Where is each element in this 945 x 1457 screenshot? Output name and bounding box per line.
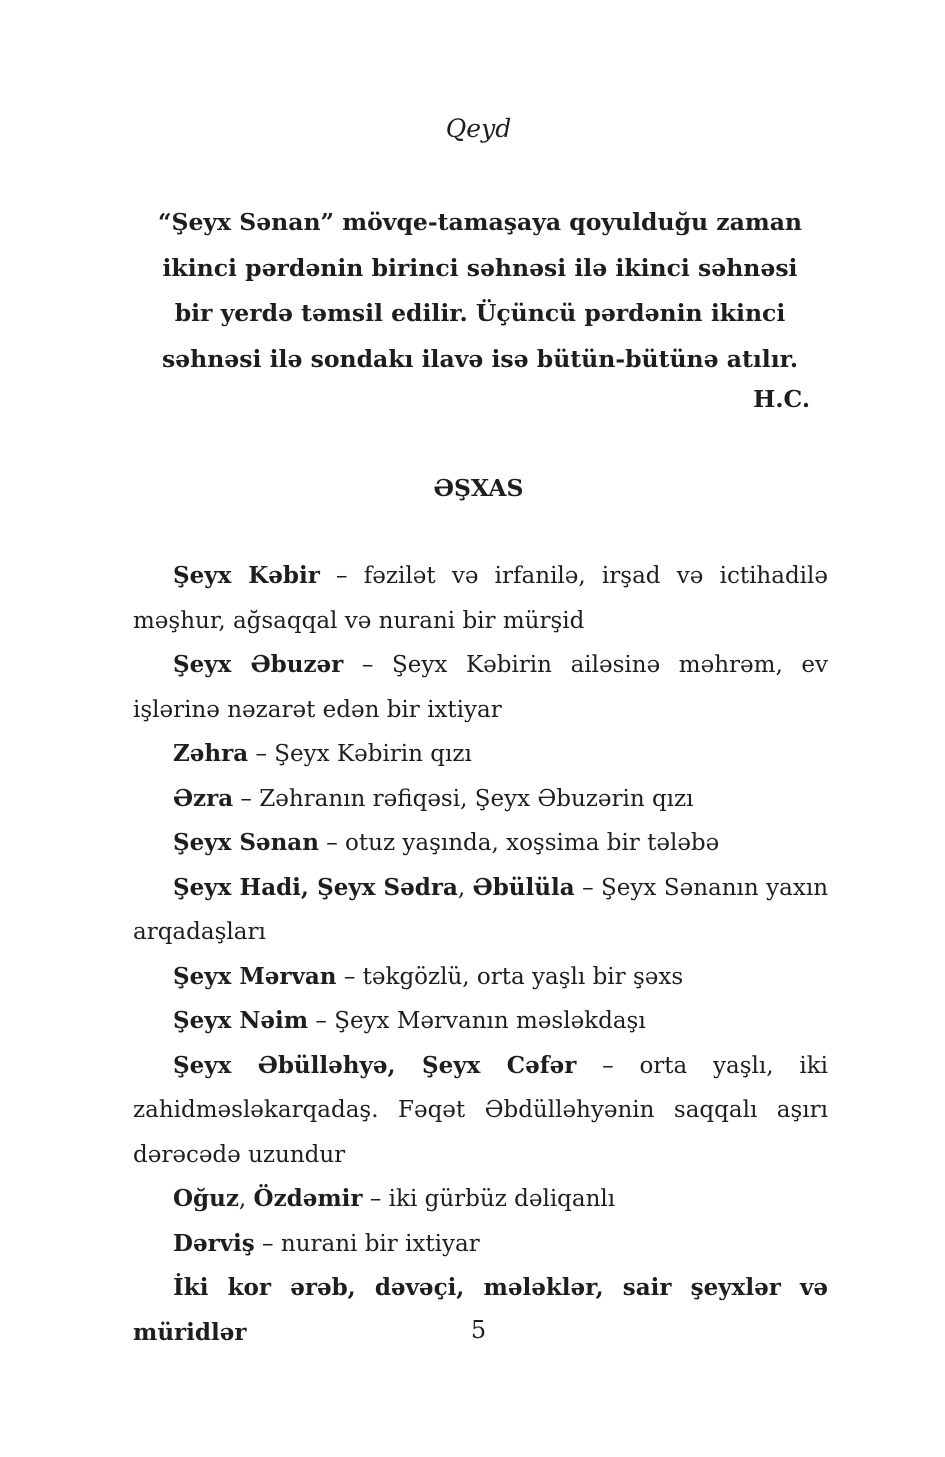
separator: – [233, 785, 260, 812]
character-name: İki kor ərəb, dəvəçi, mələklər, sair şeyxlər və müridlər [133, 1274, 828, 1346]
character-name: Şeyx Kəbir [173, 562, 320, 589]
cast-heading: ƏŞXAS [433, 474, 524, 502]
note-signature: H.C. [753, 385, 810, 413]
separator: – [336, 963, 363, 990]
note-line: səhnəsi ilə sondakı ilavə isə bütün-bütünə atılır. [161, 344, 799, 373]
character-name: Şeyx Mərvan [173, 962, 337, 990]
separator: – [254, 1230, 281, 1257]
note-line: bir yerdə təmsil edilir. Üçüncü pərdənin ikinci [174, 299, 786, 327]
cast-entry [133, 999, 828, 1044]
character-description: nurani bir ixtiyar [280, 1230, 480, 1257]
cast-entry [133, 1044, 828, 1178]
character-description: Şeyx Sənanın yaxın arqadaşları [133, 874, 829, 945]
cast-entry [133, 732, 828, 777]
separator: , [457, 874, 473, 901]
character-name: Əzra [173, 784, 234, 812]
character-description: fəzilət və irfanilə, irşad və ictihadilə məşhur, ağsaqqal və nurani bir mürşid [133, 563, 829, 634]
cast-entry [133, 643, 828, 732]
cast-entry [133, 955, 828, 1000]
note-body [140, 200, 820, 382]
note-title: Qeyd [445, 114, 512, 143]
cast-entry [133, 554, 828, 643]
cast-entry [133, 777, 828, 822]
separator: – [318, 830, 346, 856]
note-line: “Şeyx Sənan” mövqe-tamaşaya qoyulduğu zaman [157, 208, 803, 236]
separator: – [308, 1008, 335, 1034]
character-description: Şeyx Kəbirin qızı [274, 741, 472, 767]
separator: , [238, 1186, 254, 1212]
character-name: Şeyx Əbuzər [173, 651, 344, 678]
separator: – [248, 741, 275, 767]
character-name: Şeyx Əbülləhyə, Şeyx Cəfər [173, 1051, 577, 1079]
character-name: Dərviş [173, 1229, 255, 1257]
character-name: Şeyx Hadi, Şeyx Sədra [173, 873, 458, 901]
separator: – [319, 563, 364, 589]
character-description: iki gürbüz dəliqanlı [388, 1186, 616, 1212]
character-name: Əbülüla [472, 873, 575, 901]
character-name: Özdəmir [253, 1185, 363, 1212]
separator: – [343, 652, 392, 678]
character-name: Şeyx Sənan [173, 829, 319, 856]
character-name: Oğuz [173, 1185, 239, 1212]
page-number: 5 [470, 1316, 487, 1344]
character-description: otuz yaşında, xoşsima bir tələbə [345, 830, 720, 856]
character-description: Şeyx Kəbirin ailəsinə məhrəm, ev işlərinə nəzarət edən bir ixtiyar [133, 652, 828, 723]
cast-entry [133, 821, 828, 866]
cast-list [133, 554, 828, 1355]
character-name: Zəhra [173, 740, 249, 767]
separator: – [576, 1052, 640, 1079]
note-line: ikinci pərdənin birinci səhnəsi ilə ikinci səhnəsi [162, 253, 798, 282]
separator: – [574, 874, 602, 901]
separator: – [362, 1186, 389, 1212]
cast-entry [133, 1222, 828, 1267]
cast-entry [133, 866, 828, 955]
character-description: Zəhranın rəfiqəsi, Şeyx Əbuzərin qızı [259, 785, 694, 812]
character-description: təkgözlü, orta yaşlı bir şəxs [362, 963, 684, 990]
character-description: Şeyx Mərvanın məsləkdaşı [334, 1008, 646, 1034]
cast-entry [133, 1177, 828, 1222]
character-name: Şeyx Nəim [173, 1007, 309, 1034]
character-description: orta yaşlı, iki zahidməsləkarqadaş. Fəqət Əbdülləhyənin saqqalı aşırı dərəcədə uzundur [133, 1052, 828, 1168]
